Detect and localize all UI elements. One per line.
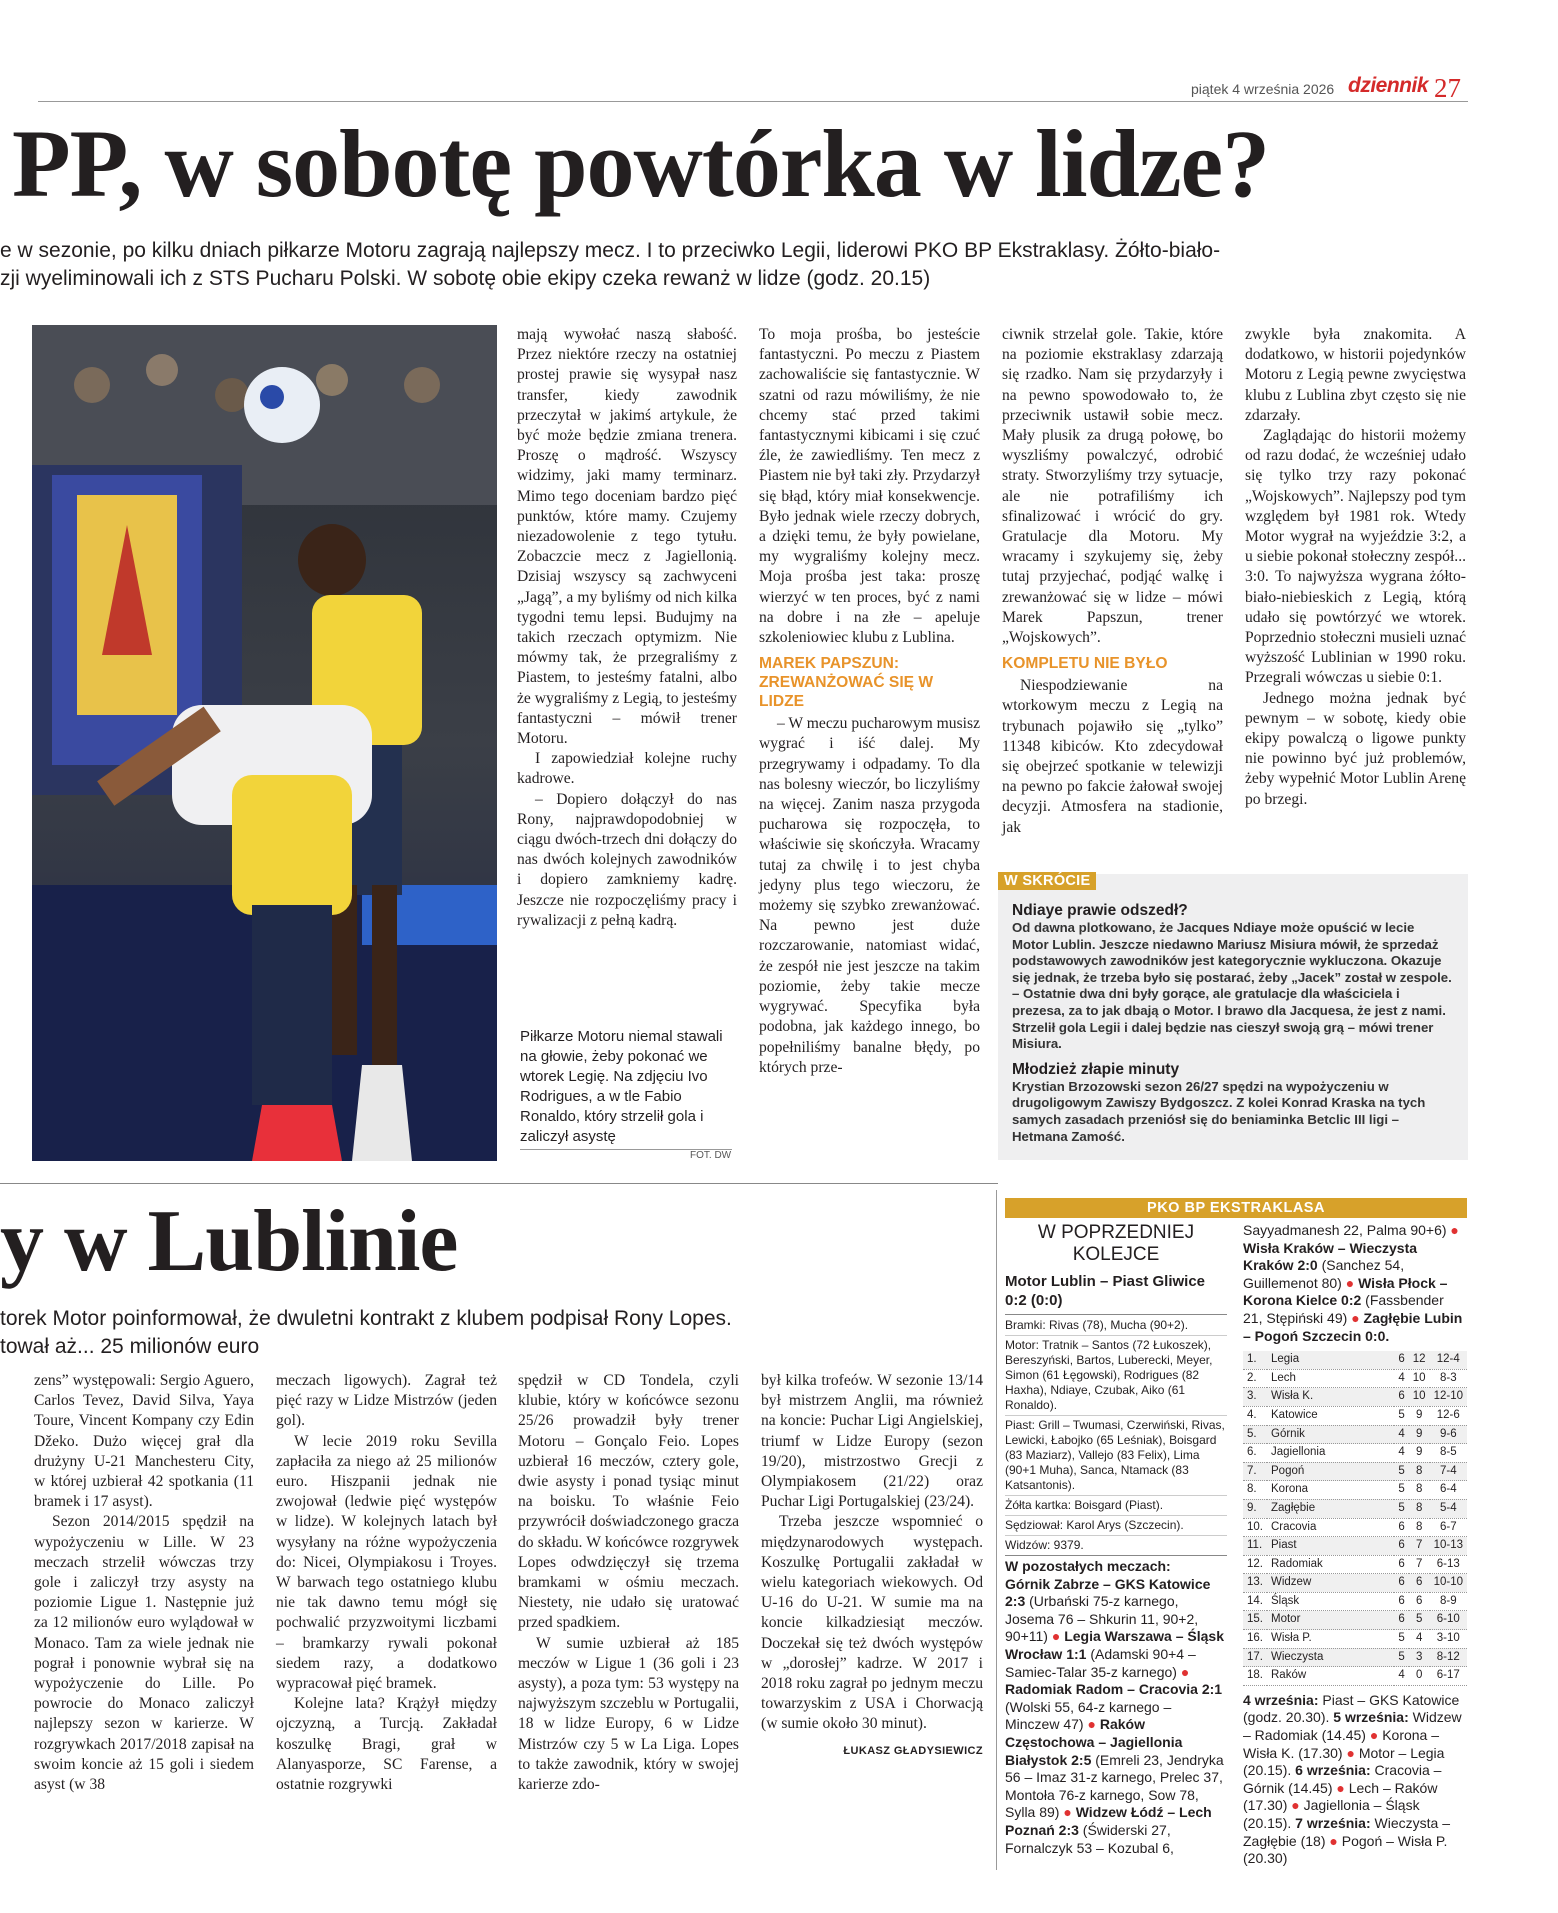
table-cell: 12 <box>1409 1351 1430 1369</box>
table-cell: 6 <box>1394 1537 1408 1556</box>
fixture-text: Jagiellonia – Śląsk (20.15). <box>1243 1797 1420 1831</box>
table-cell: 8-12 <box>1430 1648 1467 1667</box>
table-cell: Motor <box>1267 1611 1394 1630</box>
result-line: Wisła Płock – Korona Kielce 0:2 <box>1243 1274 1448 1309</box>
table-row <box>1243 1537 1467 1556</box>
other-matches-head: W pozostałych meczach: <box>1005 1558 1171 1574</box>
table-cell: Legia <box>1267 1351 1394 1369</box>
table-row <box>1243 1444 1467 1463</box>
table-cell: 15. <box>1243 1611 1267 1630</box>
paragraph: zens” występowali: Sergio Aguero, Carlos Tevez, David Silva, Yaya Toure, Vincent Kompany czy Edin Džeko. Dużo więcej grał dla drużyny U-21 Manchesteru City, w której uzbierał 42 spotkania (11 bramek i 17 asyst). <box>34 1372 254 1511</box>
table-cell: 5 <box>1394 1462 1408 1481</box>
table-cell: 4 <box>1394 1369 1408 1388</box>
fixture-text: Korona – Wisła K. (17.30) <box>1243 1727 1440 1761</box>
table-cell: 17. <box>1243 1648 1267 1667</box>
paragraph: Jednego można jednak być pewnym – w sobotę, kiedy obie ekipy powalczą o ligowe punkty nie powinno być już problemów, żeby wypełnić Motor Lublin Arenę po brzegi. <box>1245 689 1466 808</box>
table-cell: 6 <box>1394 1388 1408 1407</box>
bullet-icon: ● <box>1180 1663 1190 1680</box>
article1-column-1 <box>517 325 737 931</box>
table-cell: 14. <box>1243 1592 1267 1611</box>
lead-2-line-1: torek Motor poinformował, że dwuletni kontrakt z klubem podpisał Rony Lopes. <box>0 1307 732 1330</box>
paragraph: W sumie uzbierał aż 185 meczów w Ligue 1 (36 goli i 23 asysty), a poza tym: 53 występy na najwyższym szczeblu w Portugalii, 18 w lidze Europy, 6 w Lidze Mistrzów czy 5 w La Liga. Lopes to także zawodnik, który w swojej karierze zdo- <box>518 1634 739 1794</box>
table-cell: 6-10 <box>1430 1611 1467 1630</box>
football-players-image <box>32 325 497 1161</box>
paragraph: Kolejne lata? Krążył między ojczyzną, a Turcją. Zakładał koszulkę Bragi, grał w Alanyasporze, SC Farense, a ostatnie rozgrywki <box>276 1695 497 1794</box>
result-line: Widzew Łódź – Lech Poznań 2:3 <box>1005 1804 1212 1838</box>
result-line: Radomiak Radom – Cracovia 2:1 <box>1005 1681 1223 1698</box>
table-cell: 9 <box>1409 1406 1430 1425</box>
box-paragraph-2: Krystian Brzozowski sezon 26/27 spędzi na wypożyczeniu w drugoligowym Zawiszy Bydgoszcz. Z kolei Konrad Kraska na tych samych zasadach przeniósł się do beniaminka Betclic III ligi – Hetmana Zamość. <box>1012 1078 1426 1144</box>
bullet-icon: ● <box>1329 1832 1338 1849</box>
yellow-card: Żółta kartka: Boisgard (Piast). <box>1005 1498 1164 1512</box>
table-cell: 8 <box>1409 1518 1430 1537</box>
match-photo <box>32 325 497 1161</box>
table-cell: 10-10 <box>1430 1574 1467 1593</box>
table-row <box>1243 1555 1467 1574</box>
table-row <box>1243 1481 1467 1500</box>
article2-column-3 <box>518 1371 739 1795</box>
table-cell: 4 <box>1394 1667 1408 1686</box>
table-cell: 10-13 <box>1430 1537 1467 1556</box>
result-detail: (Świderski 27, Fornalczyk 53 – Kozubal 6, <box>1005 1821 1174 1856</box>
lead-1-line-1: e w sezonie, po kilku dniach piłkarze Motoru zagrają najlepszy mecz. I to przeciwko Legii, liderowi PKO BP Ekstraklasy. Żółto-biało- <box>0 239 1221 262</box>
table-cell: 8 <box>1409 1462 1430 1481</box>
headline-2: y w Lublinie <box>0 1193 458 1290</box>
table-cell: 16. <box>1243 1630 1267 1649</box>
table-cell: 10. <box>1243 1518 1267 1537</box>
subheading: MAREK PAPSZUN: ZREWANŻOWAĆ SIĘ W LIDZE <box>759 655 934 711</box>
issue-date: piątek 4 września 2026 <box>1191 81 1335 97</box>
table-cell: Katowice <box>1267 1406 1394 1425</box>
table-row <box>1243 1499 1467 1518</box>
table-row <box>1243 1648 1467 1667</box>
table-cell: 10 <box>1409 1369 1430 1388</box>
table-cell: 8-9 <box>1430 1592 1467 1611</box>
table-cell: 8-3 <box>1430 1369 1467 1388</box>
paragraph: zwykle była znakomita. A dodatkowo, w historii pojedynków Motoru z Legią pewne zwycięstwa klubu z Lublina zbyt często się nie zdarzały. <box>1245 326 1466 424</box>
bullet-icon: ● <box>1346 1744 1355 1761</box>
result-line: Zagłębie Lubin – Pogoń Szczecin 0:0. <box>1243 1309 1463 1344</box>
paragraph: ciwnik strzelał gole. Takie, które na poziomie ekstraklasy zdarzają się rzadko. Nam się przydarzyły i na pewno spowodowało to, że przeciwnik ustawił sobie mecz. Mały plusik za drugą połowę, bo wyszliśmy powalczyć, odrobić straty. Stworzyliśmy trzy sytuacje, ale nie potrafiliśmy ich sfinalizować i wrócić do gry. Gratulacje dla Motoru. My wracamy i szykujemy się, żeby tutaj przyjechać, podjąć walkę i zrewanżować się w lidze – mówi Marek Papszun, trener „Wojskowych”. <box>1002 326 1223 647</box>
paragraph: I zapowiedział kolejne ruchy kadrowe. <box>517 750 737 788</box>
article1-column-2 <box>759 325 980 1078</box>
paragraph: Zaglądając do historii możemy od razu dodać, że wcześniej udało się tylko trzy razy pokonać „Wojskowych”. Najlepszy pod tym względem był 1981 rok. Wtedy Motor wygrał na wyjeździe 3:2, a u siebie pokonał stołeczny zespół... 3:0. To najwyższa wygrana żółto-biało-niebieskich z Legią, którą udało się powtórzyć we wtorek. Poprzednio stołeczni musieli uznać wyższość Lublinian w 1990 roku. Przegrali wówczas u siebie 0:1. <box>1245 427 1466 687</box>
table-cell: 4. <box>1243 1406 1267 1425</box>
table-cell: Wieczysta <box>1267 1648 1394 1667</box>
table-cell: 10 <box>1409 1388 1430 1407</box>
result-detail: (Wolski 55, 64-z karnego – Minczew 47) <box>1005 1698 1172 1733</box>
result-detail: (Sanchez 54, Guillemenot 80) <box>1243 1257 1405 1291</box>
in-brief-box <box>998 874 1468 1160</box>
ekstraklasa-right-column <box>1243 1222 1467 1868</box>
result-detail: (Adamski 90+4 – Samiec-Talar 35-z karnego) <box>1005 1645 1196 1680</box>
table-cell: 6 <box>1394 1611 1408 1630</box>
table-cell: Wisła P. <box>1267 1630 1394 1649</box>
fixture-text: Widzew – Radomiak (14.45) <box>1243 1709 1462 1744</box>
photo-credit: FOT. DW <box>690 1150 732 1161</box>
bullet-icon: ● <box>1291 1797 1300 1814</box>
article1-column-3 <box>1002 325 1223 838</box>
paragraph: W lecie 2019 roku Sevilla zapłaciła za niego aż 25 milionów euro. Hiszpanii jednak nie zwojował (ledwie pięć występów w lidze). W kolejnych latach był wysyłany na różne wypożyczenia do: Nicei, Olympiakosu i Troyes. W barwach tego ostatniego klubu nie tak dawno temu mógł się pochwalić przyzwoitymi liczbami – bramkarzy rywali pokonał siedem razy, a dodatkowo wypracował pięć bramek. <box>276 1432 497 1693</box>
result-line: Wisła Kraków – Wieczysta Kraków 2:0 <box>1243 1239 1418 1274</box>
table-cell: 7. <box>1243 1462 1267 1481</box>
table-cell: Śląsk <box>1267 1592 1394 1611</box>
motor-lineup: Motor: Tratnik – Santos (72 Łukoszek), Bereszyński, Bartos, Luberecki, Meyer, Simon (61 Łęgowski), Rodrigues (82 Haxha), Ndiaye, Czubak, Aiko (61 Ronaldo). <box>1005 1338 1213 1412</box>
paragraph: mają wywołać naszą słabość. Przez niektóre rzeczy na ostatniej prostej prawie się wysypał nasz transfer, kiedy zawodnik przeczytał w jakimś artykule, że być może będzie zmiana trenera. Proszę o mądrość. Wszyscy widzimy, jaki mamy terminarz. Mimo tego doceniam bardzo pięć punktów, które mamy. Czujemy niezadowolenie z tego tytułu. Zobaczcie mecz z Jagiellonią. Dzisiaj wszyscy są zachwyceni „Jagą”, a my byliśmy od nich kilka tygodni temu lepsi. Budujmy na takich rzeczach optymizm. Nie mówmy tak, że przegraliśmy z Piastem, to jesteśmy fatalni, albo że wygraliśmy z Legią, to jesteśmy fantastyczni – mówił trener Motoru. <box>517 326 737 748</box>
publication-logo: dziennik <box>1348 74 1429 97</box>
table-cell: Radomiak <box>1267 1555 1394 1574</box>
bullet-icon: ● <box>1351 1309 1360 1326</box>
table-cell: 9-6 <box>1430 1425 1467 1444</box>
table-cell: 5. <box>1243 1425 1267 1444</box>
article2-column-4 <box>761 1371 983 1761</box>
table-cell: Widzew <box>1267 1574 1394 1593</box>
table-cell: 4 <box>1409 1630 1430 1649</box>
table-row <box>1243 1592 1467 1611</box>
bullet-icon: ● <box>1369 1727 1379 1744</box>
table-cell: 6 <box>1409 1574 1430 1593</box>
table-cell: 4 <box>1394 1425 1408 1444</box>
table-cell: 12-4 <box>1430 1351 1467 1369</box>
table-cell: 5 <box>1394 1648 1408 1667</box>
box-heading-2: Młodzież złapie minuty <box>1012 1060 1180 1078</box>
table-row <box>1243 1574 1467 1593</box>
fixture-text: Motor – Legia (20.15). <box>1243 1744 1445 1779</box>
fixture-date: 5 września: <box>1329 1709 1409 1726</box>
table-row <box>1243 1388 1467 1407</box>
table-row <box>1243 1406 1467 1425</box>
table-cell: 9 <box>1409 1444 1430 1463</box>
table-cell: 8 <box>1409 1499 1430 1518</box>
article2-column-2 <box>276 1371 497 1795</box>
ekstraklasa-bar: PKO BP EKSTRAKLASA <box>1005 1198 1467 1218</box>
previous-round-title-2: KOLEJCE <box>1072 1244 1160 1265</box>
table-cell: 5 <box>1394 1481 1408 1500</box>
table-cell: Górnik <box>1267 1425 1394 1444</box>
table-cell: 2. <box>1243 1369 1267 1388</box>
bullet-icon: ● <box>1450 1222 1459 1238</box>
table-cell: 6 <box>1394 1351 1408 1369</box>
table-cell: Lech <box>1267 1369 1394 1388</box>
table-cell: 7 <box>1409 1555 1430 1574</box>
table-cell: 12-6 <box>1430 1406 1467 1425</box>
fixture-date: 4 września: <box>1243 1691 1319 1708</box>
box-heading-1: Ndiaye prawie odszedł? <box>1012 902 1188 919</box>
table-cell: 3 <box>1409 1648 1430 1667</box>
paragraph: To moja prośba, bo jesteście fantastyczni. Po meczu z Piastem zachowaliście się fantastycznie. W szatni od razu mówiliśmy, że nie chcemy stać przed takimi fantastycznymi kibicami i się czuć źle, że zawiedliśmy. Ten mecz z Piastem nie był taki zły. Przydarzył się błąd, który miał konsekwencje. Było jednak wiele rzeczy dobrych, a dzięki temu, że były powielane, my wygraliśmy kolejny mecz. Moja prośba jest taka: proszę wierzyć w ten proces, być z nami na dobre i na złe – apeluje szkoleniowiec klubu z Lublina. <box>759 326 980 647</box>
photo-caption: Piłkarze Motoru niemal stawali na głowie, żeby pokonać we wtorek Legię. Na zdjęciu Ivo Rodrigues, a w tle Fabio Ronaldo, który strzelił gola i zaliczył asystę <box>520 1028 723 1145</box>
fixture-text: Cracovia – Górnik (14.45) <box>1243 1762 1442 1796</box>
table-cell: 6 <box>1394 1555 1408 1574</box>
paragraph: – W meczu pucharowym musisz wygrać i iść dalej. My przegrywamy i odpadamy. To dla nas bolesny wieczór, bo liczyliśmy na więcej. Zanim nasza przygoda pucharowa się rozpoczęła, to właściwie się skończyła. Wracamy tutaj za chwilę i to jest chyba jedyny plus tego wieczoru, że możemy się szybko zrewanżować. Na pewno jest duże rozczarowanie, natomiast widać, że zespół nie jest jeszcze na takim poziomie, żeby takie mecze wygrywać. Specyfika była podobna, jak każdego innego, bo popełniliśmy banalne błędy, po których prze- <box>759 715 980 1076</box>
result-line: Górnik Zabrze – GKS Katowice 2:3 <box>1005 1575 1211 1610</box>
table-cell: 6 <box>1394 1574 1408 1593</box>
table-cell: 5 <box>1394 1499 1408 1518</box>
table-cell: 18. <box>1243 1667 1267 1686</box>
table-cell: 5 <box>1394 1406 1408 1425</box>
box-tag: W SKRÓCIE <box>998 872 1096 890</box>
page-number: 27 <box>1434 73 1461 103</box>
paragraph: – Dopiero dołączył do nas Rony, najprawdopodobniej w ciągu dwóch-trzech dni dołączy do nas dwóch kolejnych zawodników i dopiero zamkniemy kadrę. Jeszcze nie rozpoczęliśmy pracy i rywalizacji z pełną kadrą. <box>517 790 737 929</box>
table-cell: Piast <box>1267 1537 1394 1556</box>
table-row <box>1243 1630 1467 1649</box>
paragraph: Sezon 2014/2015 spędził na wypożyczeniu w Lille. W 23 meczach strzelił wówczas trzy gole i zaliczył trzy asysty na poziomie Ligue 1. Następnie już za 12 milionów euro wylądował w Monaco. Tam za wiele jednak nie pograł i ponownie wybrał się na wypożyczenie do Lille. Po powrocie do Monaco zaliczył najlepszy sezon w karierze. W rozgrywkach 2017/2018 zapisał na swoim koncie aż 15 goli i siedem asyst (w 38 <box>34 1513 254 1794</box>
result-detail: (Urbański 75-z karnego, Josema 76 – Shkurin 11, 90+2, 90+11) <box>1005 1593 1199 1645</box>
fixtures <box>1243 1692 1467 1868</box>
table-cell: 11. <box>1243 1537 1267 1556</box>
fixture-text: Pogoń – Wisła P. (20.30) <box>1243 1832 1448 1867</box>
fixture-text: Piast – GKS Katowice (godz. 20.30). <box>1243 1691 1460 1726</box>
table-cell: 5 <box>1394 1630 1408 1649</box>
fixture-date: 6 września: <box>1291 1762 1371 1779</box>
table-row <box>1243 1462 1467 1481</box>
paragraph: Trzeba jeszcze wspomnieć o międzynarodowych występach. Koszulkę Portugalii zakładał w wielu kategoriach wiekowych. Od U-16 do U-21. W sumie ma na koncie kilkadziesiąt meczów. Doczekał się też dwóch występów w „dorosłej” kadrze. W 2017 i 2018 roku zagrał po jednym meczu towarzyskim z USA i Chorwacją (w sumie około 30 minut). <box>761 1513 983 1733</box>
table-cell: Pogoń <box>1267 1462 1394 1481</box>
table-cell: 4 <box>1394 1444 1408 1463</box>
lead-1-line-2: zji wyeliminowali ich z STS Pucharu Polski. W sobotę obie ekipy czeka rewanż w lidze (godz. 20.15) <box>0 267 931 290</box>
table-cell: 12. <box>1243 1555 1267 1574</box>
subheading: KOMPLETU NIE BYŁO <box>1002 655 1168 673</box>
table-cell: 9. <box>1243 1499 1267 1518</box>
fixture-date: 7 września: <box>1291 1815 1371 1831</box>
result-line: Legia Warszawa – Śląsk Wrocław 1:1 <box>1005 1628 1224 1662</box>
table-cell: Zagłębie <box>1267 1499 1394 1518</box>
table-cell: 7-4 <box>1430 1462 1467 1481</box>
table-cell: 7 <box>1409 1537 1430 1556</box>
table-row <box>1243 1351 1467 1369</box>
table-cell: 3-10 <box>1430 1630 1467 1649</box>
table-cell: 8-5 <box>1430 1444 1467 1463</box>
table-cell: 6-17 <box>1430 1667 1467 1686</box>
table-cell: Wisła K. <box>1267 1388 1394 1407</box>
paragraph: meczach ligowych). Zagrał też pięć razy w Lidze Mistrzów (jeden gol). <box>276 1372 497 1430</box>
result-line: Raków Częstochowa – Jagiellonia Białystok 2:5 <box>1005 1716 1183 1768</box>
table-row <box>1243 1425 1467 1444</box>
attendance: Widzów: 9379. <box>1005 1538 1084 1552</box>
table-cell: Cracovia <box>1267 1518 1394 1537</box>
table-cell: 12-10 <box>1430 1388 1467 1407</box>
previous-round-title-1: W POPRZEDNIEJ <box>1037 1222 1195 1243</box>
article2-column-1 <box>34 1371 254 1795</box>
result-detail: (Emreli 23, Jendryka 56 – Imaz 31-z karnego, Prelec 37, Montoła 76-z karnego, Sow 78, Sylla 89) <box>1005 1751 1224 1821</box>
table-cell: 9 <box>1409 1425 1430 1444</box>
other-matches <box>1005 1558 1227 1857</box>
piast-lineup: Piast: Grill – Twumasi, Czerwiński, Rivas, Lewicki, Łabojko (65 Leśniak), Boisgard (83 Maziarz), Vallejo (83 Felix), Lima (90+1 Muha), Sanca, Ntamack (83 Katsantonis). <box>1005 1418 1225 1492</box>
headline-1: PP, w sobotę powtórka w lidze? <box>12 110 1270 217</box>
table-cell: 5-4 <box>1430 1499 1467 1518</box>
table-cell: 6. <box>1243 1444 1267 1463</box>
box-paragraph-1: Od dawna plotkowano, że Jacques Ndiaye może opuścić w lecie Motor Lublin. Jeszcze niedawno Mariusz Misiura mówił, że sprzedaż podstawowych zawodników jest kategorycznie wykluczona. Okazuje się jednak, że trzeba było się postarać, żeby „Jacek” został w zespole. – Ostatnie dwa dni były gorące, ale gratulacje dla właściciela i prezesa, za to jak dbają o Motor. I brawo dla Jacquesa, że jest z nami. Strzelił gola Legii i dalej będzie nas cieszył swoją grą – mówi trener Misiura. <box>1012 920 1452 1052</box>
lead-2-line-2: tował aż... 25 milionów euro <box>0 1335 260 1358</box>
bullet-icon: ● <box>1087 1716 1096 1733</box>
paragraph: Niespodziewanie na wtorkowym meczu z Legią na trybunach pojawiło się „tylko” 11348 kibiców. Kto zdecydował się obejrzeć spotkanie w telewizji na pewno po fakcie żałował swojej decyzji. Atmosfera na stadionie, jak <box>1002 677 1223 836</box>
author-byline: ŁUKASZ GŁADYSIEWICZ <box>843 1744 983 1757</box>
league-table <box>1243 1351 1467 1686</box>
table-cell: 5 <box>1409 1611 1430 1630</box>
paragraph: był kilka trofeów. W sezonie 13/14 był mistrzem Anglii, ma również na koncie: Puchar Ligi Angielskiej, triumf w Lidze Europy (sezon 19/20), mistrzostwo Grecji z Olympiakosem (21/22) oraz Puchar Ligi Portugalskiej (23/24). <box>761 1372 983 1511</box>
article1-column-4 <box>1245 325 1466 810</box>
table-cell: 6 <box>1394 1518 1408 1537</box>
match-result: Motor Lublin – Piast Gliwice 0:2 (0:0) <box>1005 1273 1206 1309</box>
table-cell: 6 <box>1394 1592 1408 1611</box>
table-cell: 6-13 <box>1430 1555 1467 1574</box>
result-detail: (Fassbender 21, Stępiński 49) <box>1243 1292 1444 1326</box>
fixture-text: Lech – Raków (17.30) <box>1243 1779 1438 1814</box>
bullet-icon: ● <box>1345 1274 1355 1291</box>
bullet-icon: ● <box>1063 1804 1072 1821</box>
table-cell: 0 <box>1409 1667 1430 1686</box>
table-cell: 13. <box>1243 1574 1267 1593</box>
table-cell: 8. <box>1243 1481 1267 1500</box>
goals: Bramki: Rivas (78), Mucha (90+2). <box>1005 1318 1189 1332</box>
table-row <box>1243 1518 1467 1537</box>
table-cell: 6-4 <box>1430 1481 1467 1500</box>
bullet-icon: ● <box>1051 1628 1061 1645</box>
table-cell: 1. <box>1243 1351 1267 1369</box>
table-cell: 6 <box>1409 1592 1430 1611</box>
table-cell: 6-7 <box>1430 1518 1467 1537</box>
paragraph: spędził w CD Tondela, czyli klubie, który w końcówce sezonu 25/26 prowadził były trener Motoru – Gonçalo Feio. Lopes uzbierał 16 meczów, cztery gole, dwie asysty i ponad tysiąc minut na boisku. To właśnie Feio przywrócił doświadczonego gracza do składu. W końcówce rozgrywek Lopes odwdzięczył się trzema bramkami w ośmiu meczach. Niestety, nie udało się uratować przed spadkiem. <box>518 1372 739 1632</box>
table-row <box>1243 1611 1467 1630</box>
table-cell: 8 <box>1409 1481 1430 1500</box>
fixture-text: Wieczysta – Zagłębie (18) <box>1243 1815 1450 1849</box>
ekstraklasa-left-column <box>1005 1222 1227 1857</box>
table-row <box>1243 1369 1467 1388</box>
bullet-icon: ● <box>1336 1779 1345 1796</box>
table-cell: Jagiellonia <box>1267 1444 1394 1463</box>
table-cell: Korona <box>1267 1481 1394 1500</box>
result-detail: Sayyadmanesh 22, Palma 90+6) <box>1243 1222 1447 1238</box>
referee: Sędziował: Karol Arys (Szczecin). <box>1005 1518 1184 1532</box>
table-cell: 3. <box>1243 1388 1267 1407</box>
table-row <box>1243 1667 1467 1686</box>
table-cell: Raków <box>1267 1667 1394 1686</box>
